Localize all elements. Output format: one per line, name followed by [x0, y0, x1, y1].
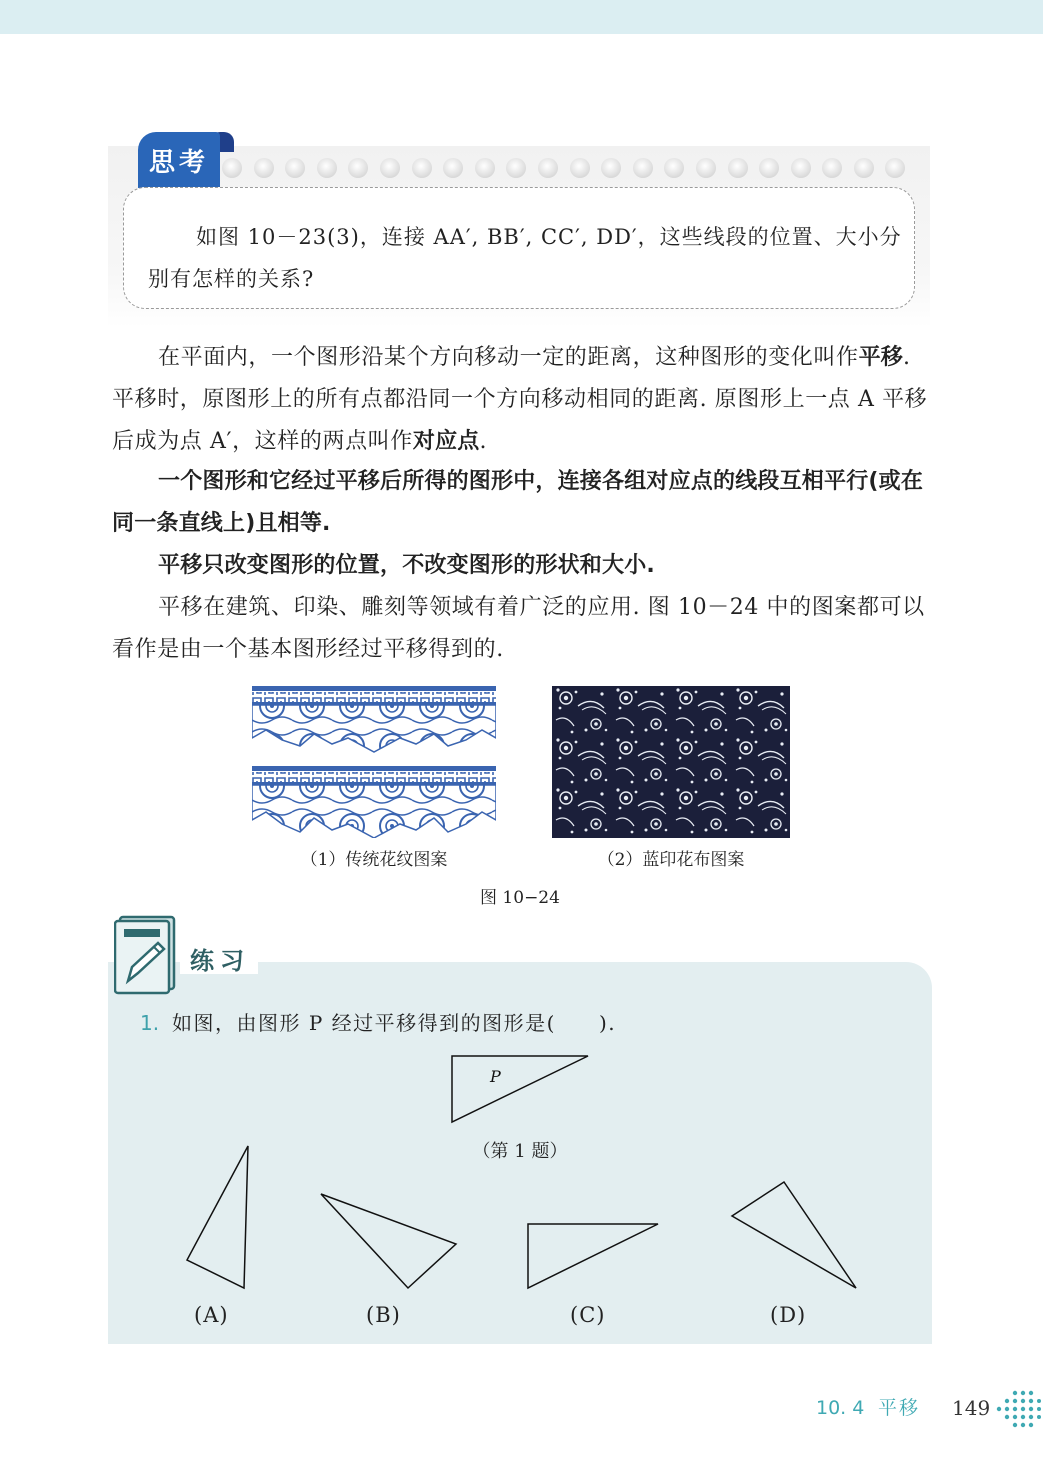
think-question-line2: 别有怎样的关系?: [148, 267, 315, 291]
option-a-label[interactable]: (A): [194, 1303, 229, 1327]
figure-label: 图 10−24: [480, 888, 560, 908]
definition-end: .: [479, 429, 488, 454]
think-question-line1: 如图 10－23(3)，连接 AA′, BB′, CC′, DD′，这些线段的位置、大小分: [196, 225, 902, 249]
traditional-pattern-image: [252, 686, 496, 838]
question-caption: （第 1 题）: [472, 1141, 568, 1162]
option-b-triangle: [316, 1188, 462, 1294]
blue-print-fabric-image: [552, 686, 790, 838]
option-a-triangle: [182, 1140, 254, 1294]
option-d-label[interactable]: (D): [770, 1303, 807, 1327]
think-tab: 思考: [138, 132, 220, 194]
paragraph-applications: 平移在建筑、印染、雕刻等领域有着广泛的应用. 图 10－24 中的图案都可以看作是由一个基本图形经过平移得到的.: [112, 595, 925, 662]
question-number: 1.: [140, 1011, 160, 1035]
decorative-dots-icon: [993, 1389, 1041, 1429]
footer-section-number: 10. 4: [816, 1397, 865, 1419]
term-translation: 平移: [858, 345, 904, 370]
definition-text-a: 在平面内，一个图形沿某个方向移动一定的距离，这种图形的变化叫作: [158, 345, 859, 370]
notebook-pencil-icon: [114, 915, 180, 995]
property-statement-1: 一个图形和它经过平移后所得的图形中，连接各组对应点的线段互相平行(或在同一条直线上)且相等.: [112, 469, 924, 536]
figure-p-triangle: [448, 1050, 594, 1126]
option-d-triangle: [726, 1176, 862, 1294]
exercise-header: 练习: [190, 947, 250, 975]
option-c-label[interactable]: (C): [570, 1303, 606, 1327]
term-corresponding-point: 对应点: [412, 429, 480, 454]
page-number: 149: [952, 1396, 991, 1420]
question-text: 如图，由图形 P 经过平移得到的图形是( ).: [172, 1011, 617, 1035]
binder-holes: [222, 158, 922, 178]
footer-section-title: 平移: [878, 1397, 921, 1419]
definition-text-b: .平移时，原图形上的所有点都沿同一个方向移动相同的距离. 原图形上一点 A 平移后成为点 A′，这样的两点叫作: [112, 345, 928, 454]
figure-caption-2: （2）蓝印花布图案: [597, 850, 745, 870]
p-label: P: [490, 1067, 501, 1086]
paragraph-translation-definition: [112, 337, 932, 463]
figure-caption-1: （1）传统花纹图案: [300, 850, 448, 870]
top-band: [0, 0, 1043, 34]
think-question: [148, 216, 903, 300]
option-c-triangle: [522, 1218, 664, 1294]
option-b-label[interactable]: (B): [366, 1303, 401, 1327]
property-statement-2: 平移只改变图形的位置，不改变图形的形状和大小.: [158, 553, 655, 578]
